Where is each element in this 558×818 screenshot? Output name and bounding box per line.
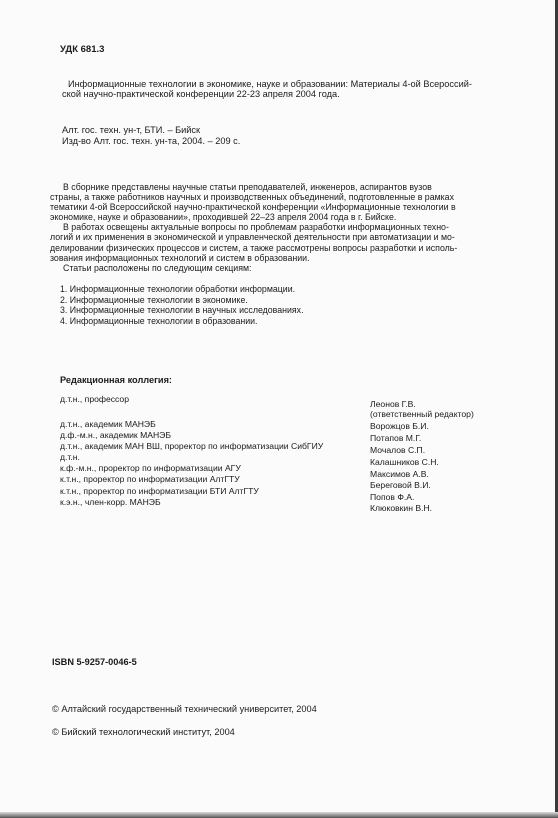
imprint-line: Алт. гос. техн. ун-т, БТИ. – Бийск (62, 125, 201, 135)
member-title: к.ф.-м.н., проректор по информатизации АГУ (60, 463, 241, 473)
member-name: Попов Ф.А. (370, 492, 415, 502)
section-item: 2. Информационные технологии в экономике. (60, 294, 248, 305)
member-title: к.э.н., член-корр. МАНЭБ (60, 497, 161, 507)
section-item: 4. Информационные технологии в образовании. (60, 315, 258, 326)
editorial-row (60, 452, 460, 467)
member-title: д.т.н., академик МАН ВШ, проректор по информатизации СибГИУ (60, 441, 324, 451)
section-item: 3. Информационные технологии в научных исследованиях. (60, 305, 304, 316)
isbn: ISBN 5-9257-0046-5 (52, 657, 137, 667)
member-name: Калашников С.Н. (370, 457, 439, 467)
editorial-row (60, 419, 460, 429)
abstract-line: В работах освещены актуальные вопросы по проблемам разработки информационных техно- (63, 222, 449, 233)
member-name: Леонов Г.В. (370, 399, 416, 409)
member-title: к.т.н., проректор по информатизации АлтГТУ (60, 474, 240, 484)
sections-intro: Статьи расположены по следующим секциям: (63, 262, 252, 273)
abstract-line: делировании физических процессов и систем, а также рассмотрены вопросы разработки и исполь- (50, 242, 458, 253)
udk-code: УДК 681.3 (60, 44, 105, 55)
abstract-line: В сборнике представлены научные статьи преподавателей, инженеров, аспирантов вузов (63, 182, 432, 192)
imprint (62, 125, 240, 147)
member-title: д.т.н., академик МАНЭБ (60, 419, 156, 429)
editorial-row (60, 497, 460, 513)
abstract-line: экономике, науке и образовании», проходившей 22–23 апреля 2004 года в г. Бийске. (50, 212, 397, 223)
member-title: д.т.н., профессор (60, 394, 129, 404)
copyright-line: © Алтайский государственный технический университет, 2004 (52, 704, 317, 714)
sections-list (60, 284, 304, 326)
copyright-line: © Бийский технологический институт, 2004 (52, 727, 235, 737)
member-name: Потапов М.Г. (370, 433, 422, 443)
editorial-row (60, 394, 460, 409)
title-line: ской научно-практической конференции 22-23 апреля 2004 года. (62, 89, 340, 100)
member-name: Береговой В.И. (370, 480, 431, 490)
member-name: (ответственный редактор) (370, 409, 474, 419)
imprint-line: Изд-во Алт. гос. техн. ун-та, 2004. – 209 с. (62, 136, 241, 147)
member-title: д.т.н. (60, 452, 80, 462)
scan-edge-bottom (0, 812, 558, 818)
member-name: Клюковкин В.Н. (370, 503, 433, 513)
title-line: Информационные технологии в экономике, науке и образовании: Материалы 4-ой Всероссий- (68, 79, 472, 89)
member-name: Максимов А.В. (370, 469, 429, 479)
bibliographic-title (62, 79, 512, 100)
member-title: д.ф.-м.н., академик МАНЭБ (60, 430, 171, 440)
editorial-row (60, 441, 460, 455)
member-title: к.т.н., проректор по информатизации БТИ АлтГТУ (60, 486, 259, 496)
member-name: Мочалов С.П. (370, 445, 426, 455)
section-item: 1. Информационные технологии обработки информации. (60, 284, 296, 294)
member-name: Ворожцов Б.И. (370, 421, 429, 431)
abstract-line: логий и их применения в экономической и управленческой деятельности при автоматизации и мо- (50, 232, 455, 243)
abstract-line: тематики 4-ой Всероссийской научно-практической конференции «Информационные технологии в (50, 202, 456, 213)
abstract-line: зования информационных технологий и систем в образовании. (50, 252, 310, 263)
editorial-row (60, 430, 460, 443)
editorial-row (60, 474, 460, 490)
editorial-heading: Редакционная коллегия: (60, 375, 172, 385)
abstract-line: страны, а также работников научных и производственных объединений, подготовленные в рамках (50, 192, 454, 203)
abstract (50, 182, 510, 273)
